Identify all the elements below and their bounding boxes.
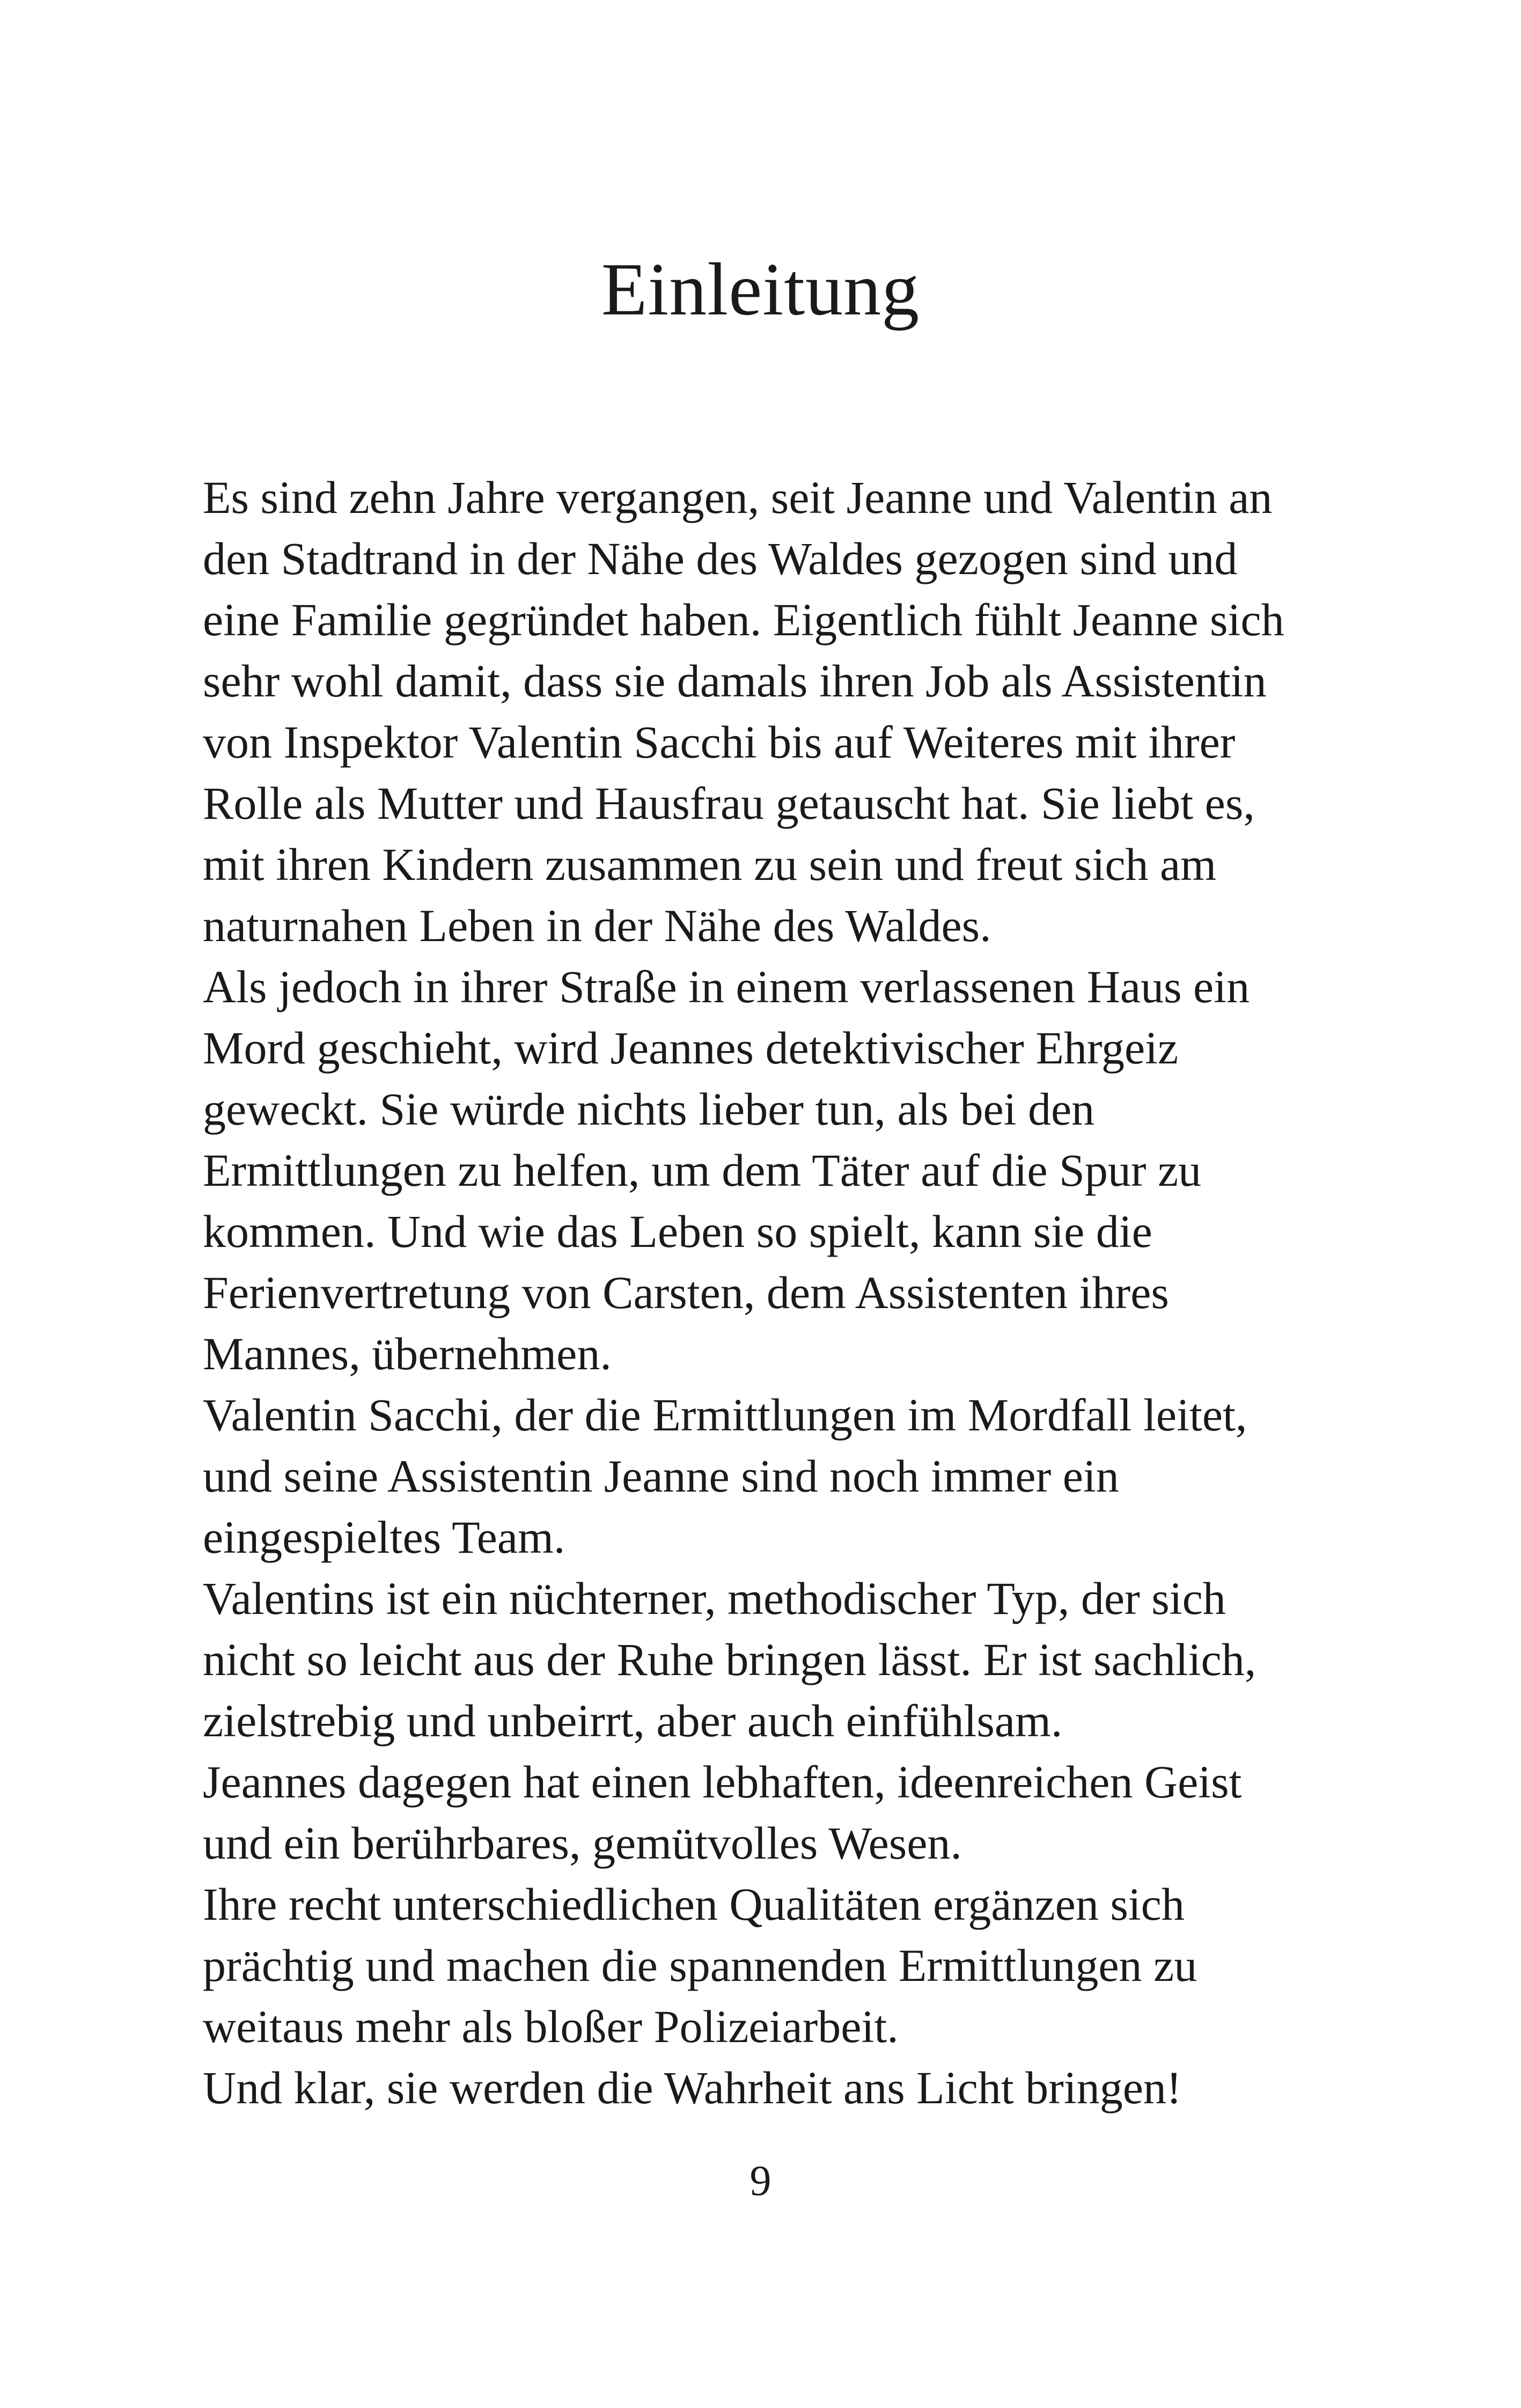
text-line: von Inspektor Valentin Sacchi bis auf Weiteres mit ihrer <box>203 716 1236 768</box>
text-line: Es sind zehn Jahre vergangen, seit Jeanne und Valentin an <box>203 472 1273 523</box>
text-line: und seine Assistentin Jeanne sind noch immer ein <box>203 1450 1119 1502</box>
text-line: Ermittlungen zu helfen, um dem Täter auf die Spur zu <box>203 1144 1202 1196</box>
text-line: prächtig und machen die spannenden Ermittlungen zu <box>203 1940 1197 1991</box>
text-line: Valentin Sacchi, der die Ermittlungen im Mordfall leitet, <box>203 1389 1247 1441</box>
text-line: und ein berührbares, gemütvolles Wesen. <box>203 1817 962 1869</box>
body-text <box>203 467 1346 2118</box>
text-line: Als jedoch in ihrer Straße in einem verlassenen Haus ein <box>203 961 1250 1012</box>
text-line: den Stadtrand in der Nähe des Waldes gezogen sind und <box>203 533 1238 584</box>
text-line: Und klar, sie werden die Wahrheit ans Licht bringen! <box>203 2062 1182 2113</box>
text-line: kommen. Und wie das Leben so spielt, kann sie die <box>203 1206 1152 1257</box>
text-line: Rolle als Mutter und Hausfrau getauscht hat. Sie liebt es, <box>203 777 1255 829</box>
text-line: naturnahen Leben in der Nähe des Waldes. <box>203 900 991 951</box>
text-line: Valentins ist ein nüchterner, methodischer Typ, der sich <box>203 1573 1226 1624</box>
text-line: weitaus mehr als bloßer Polizeiarbeit. <box>203 2001 899 2052</box>
page-number: 9 <box>750 2157 771 2205</box>
text-line: Jeannes dagegen hat einen lebhaften, ideenreichen Geist <box>203 1756 1242 1808</box>
text-line: Mord geschieht, wird Jeannes detektivischer Ehrgeiz <box>203 1022 1179 1074</box>
text-line: Mannes, übernehmen. <box>203 1328 612 1379</box>
text-line: Ihre recht unterschiedlichen Qualitäten ergänzen sich <box>203 1878 1185 1930</box>
text-line: eingespieltes Team. <box>203 1511 565 1563</box>
text-line: sehr wohl damit, dass sie damals ihren Job als Assistentin <box>203 655 1267 707</box>
page-title: Einleitung <box>601 248 920 331</box>
text-line: nicht so leicht aus der Ruhe bringen lässt. Er ist sachlich, <box>203 1634 1257 1685</box>
text-line: geweckt. Sie würde nichts lieber tun, als bei den <box>203 1083 1095 1135</box>
text-line: Ferienvertretung von Carsten, dem Assistenten ihres <box>203 1267 1169 1318</box>
text-line: mit ihren Kindern zusammen zu sein und freut sich am <box>203 839 1217 890</box>
text-line: eine Familie gegründet haben. Eigentlich fühlt Jeanne sich <box>203 594 1284 645</box>
text-line: zielstrebig und unbeirrt, aber auch einfühlsam. <box>203 1695 1063 1746</box>
